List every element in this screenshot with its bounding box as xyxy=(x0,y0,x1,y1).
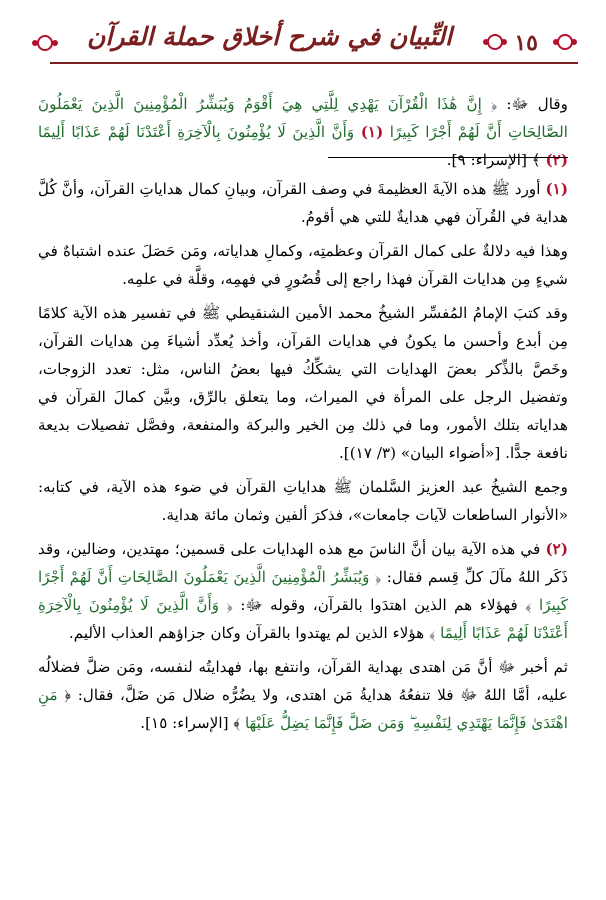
paragraph-text: في هذه الآية بيان أنَّ الناسَ مع هذه الهدايات على قسمين؛ مهتدين، وضالين، وقد ذَكَر اللهُ مآلَ كلِّ قِسم فقال: ﴿ xyxy=(38,540,568,586)
ornament-icon xyxy=(482,32,508,52)
page-number: ١٥ xyxy=(514,30,538,56)
footnote-marker: (٢) xyxy=(545,151,568,169)
paragraph xyxy=(38,175,568,231)
paragraph xyxy=(38,473,568,529)
footnote-separator xyxy=(328,157,568,158)
paragraph xyxy=(38,237,568,293)
quran-verse: إِنَّ هَٰذَا الْقُرْآنَ يَهْدِي لِلَّتِي هِيَ أَقْوَمُ وَيُبَشِّرُ الْمُؤْمِنِينَ الَّذِينَ يَعْمَلُونَ الصَّالِحَاتِ أَنَّ لَهُمْ أَجْرًا كَبِيرًا xyxy=(38,95,568,141)
citation: [«أضواء البيان» (٣/ ١٧)]. xyxy=(338,444,501,462)
quran-verse: مَنِ اهْتَدَىٰ فَإِنَّمَا يَهْتَدِي لِنَفْسِهِ ۖ وَمَن ضَلَّ فَإِنَّمَا يَضِلُّ عَلَيْهَا xyxy=(38,686,568,732)
paragraph xyxy=(38,653,568,737)
paragraph-text: وهذا فيه دلالةٌ على كمال القرآن وعظمتِه، وكمالِ هداياته، ومَن حَصَلَ عنده اشتباهٌ في شيءٍ مِن هدايات القرآن فهذا راجع إلى قُصُورٍ في فهمِه، وقلَّة في علمِه. xyxy=(38,242,568,288)
footnote-number: (١) xyxy=(545,180,568,198)
quran-verse: وَيُبَشِّرُ الْمُؤْمِنِينَ الَّذِينَ يَعْمَلُونَ الصَّالِحَاتِ أَنَّ لَهُمْ أَجْرًا كَبِيرًا xyxy=(38,568,569,614)
paragraph-text: ثم أخبر ﷻ أنَّ مَن اهتدى بهداية القرآن، وانتفع بها، فهدايتُه لنفسه، ومَن ضلَّ فضلالُه عليه، أمَّا اللهُ ﷻ فلا تنفعُهُ هدايةُ مَن اهتدى، ولا يضُرُّه ضلال مَن ضَلَّ، فقال: ﴿ xyxy=(38,658,568,704)
verse-reference: ﴾ [الإسراء: ٩]. xyxy=(446,151,541,169)
page-title: التِّبيان في شرح أخلاق حملة القرآن xyxy=(87,22,452,51)
quran-verse: وَأَنَّ الَّذِينَ لَا يُؤْمِنُونَ بِالْآخِرَةِ أَعْتَدْنَا لَهُمْ عَذَابًا أَلِيمًا xyxy=(38,596,568,642)
verse-intro: وقال ﷻ: ﴿ xyxy=(490,95,568,113)
paragraph-text: أورد ﷺ هذه الآيةَ العظيمةَ في وصف القرآن، وبيانِ كمال هداياتِ القرآن، وأنَّ كُلَّ هداية في القُرآن فهي هدايةٌ للتي هي أقومُ. xyxy=(38,180,568,226)
verse-reference: ﴾ [الإسراء: ١٥]. xyxy=(140,714,241,732)
paragraph-text: ﴾ فهؤلاء هم الذين اهتدَوا بالقرآن، وقوله ﷻ: ﴿ xyxy=(226,596,532,614)
footnotes-body xyxy=(38,175,568,743)
top-verse-block xyxy=(38,90,568,174)
footnote-marker: (١) xyxy=(360,123,384,141)
paragraph-text: ﴾ هؤلاء الذين لم يهتدوا بالقرآن وكان جزاؤهم العذاب الأليم. xyxy=(68,624,436,642)
ornament-icon xyxy=(30,32,60,54)
quran-verse: وَأَنَّ الَّذِينَ لَا يُؤْمِنُونَ بِالْآخِرَةِ أَعْتَدْنَا لَهُمْ عَذَابًا أَلِيمًا xyxy=(38,123,355,141)
footnote-number: (٢) xyxy=(545,540,569,558)
paragraph-text: وجمع الشيخُ عبد العزيز السَّلمان ﷺ هداياتِ القرآن في ضوء هذه الآية، في كتابه: «الأنوار الساطعات لآيات جامعات»، فذكرَ ألفين وثمان مائة هداية. xyxy=(38,478,568,524)
ornament-icon xyxy=(552,32,578,52)
paragraph xyxy=(38,535,568,647)
paragraph xyxy=(38,299,568,467)
header-rule xyxy=(50,62,578,64)
paragraph-text: وقد كتبَ الإمامُ المُفسِّر الشيخُ محمد الأمين الشنقيطي ﷺ في تفسير هذه الآية كلامًا مِن أبدع وأحسن ما يكونُ في هدايات القرآن، وأخذ يُعدِّد أشياءَ مِن هدايات القرآن، وخَصَّ بالذِّكر بعضَ الهدايات التي يشكِّكُ فيها بعضُ الناس، مثل: تعدد الزوجات، وتفضيل الرجل على المرأة في الميراث، وما يتعلق بالرِّق، وبيَّن كمالَ القرآن في هداياته بتلك الأمور، وما في ذلك مِن الخير والبركة والمنفعة، وفصَّل تفصيلات بديعة نافعة جدًّا. xyxy=(38,304,568,462)
page-header xyxy=(30,22,578,68)
